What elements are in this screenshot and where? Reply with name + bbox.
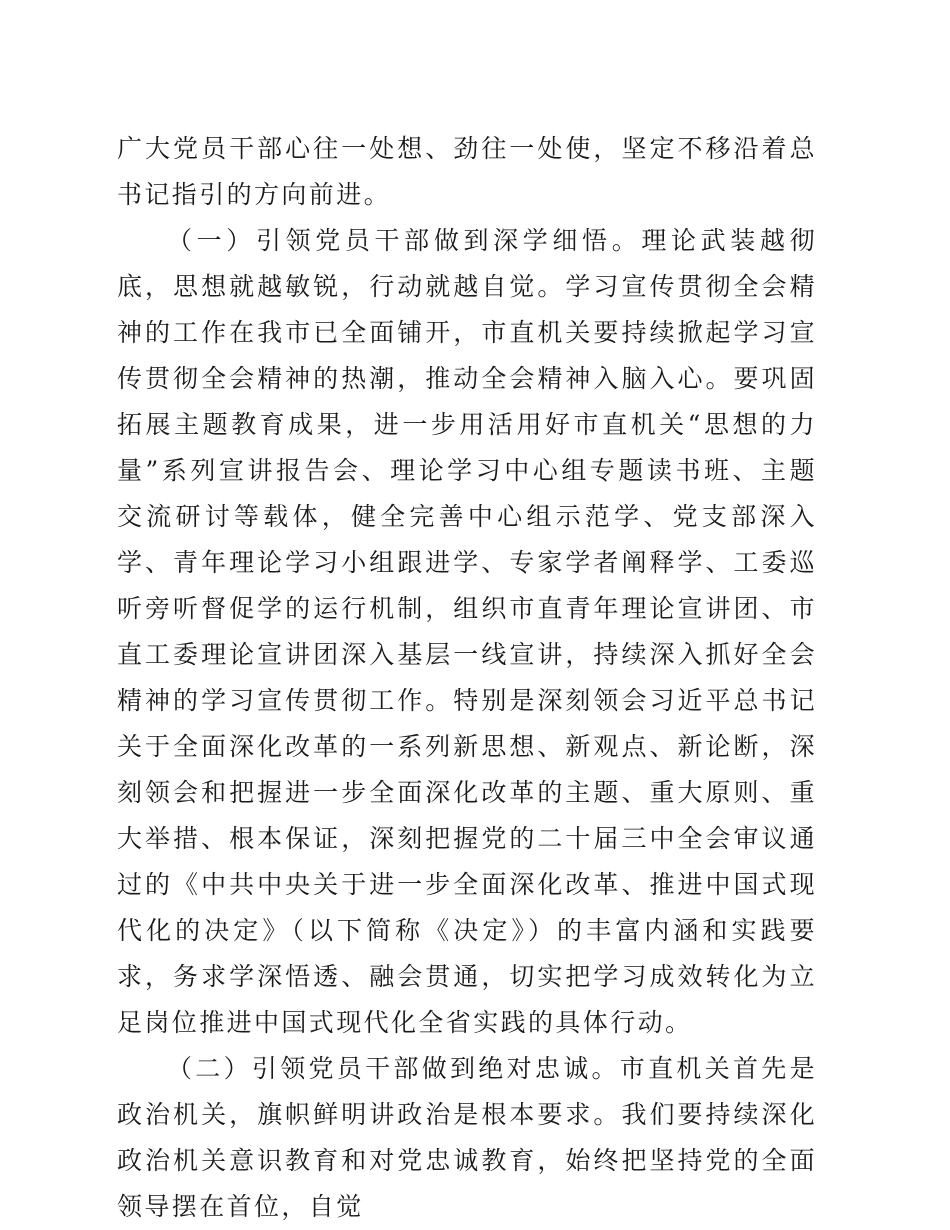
paragraph-section-two: （二）引领党员干部做到绝对忠诚。市直机关首先是政治机关，旗帜鲜明讲政治是根本要求。我们要持续深化政治机关意识教育和对党忠诚教育，始终把坚持党的全面领导摆在首位，自觉: [117, 1054, 817, 1221]
paragraph-section-one: （一）引领党员干部做到深学细悟。理论武装越彻底，思想就越敏锐，行动就越自觉。学习宣传贯彻全会精神的工作在我市已全面铺开，市直机关要持续掀起学习宣传贯彻全会精神的热潮，推动全会精神入脑入心。要巩固拓展主题教育成果，进一步用活用好市直机关“思想的力量”系列宣讲报告会、理论学习中心组专题读书班、主题交流研讨等载体，健全完善中心组示范学、党支部深入学、青年理论学习小组跟进学、专家学者阐释学、工委巡听旁听督促学的运行机制，组织市直青年理论宣讲团、市直工委理论宣讲团深入基层一线宣讲，持续深入抓好全会精神的学习宣传贯彻工作。特别是深刻领会习近平总书记关于全面深化改革的一系列新思想、新观点、新论断，深刻领会和把握进一步全面深化改革的主题、重大原则、重大举措、根本保证，深刻把握党的二十届三中全会审议通过的《中共中央关于进一步全面深化改革、推进中国式现代化的决定》（以下简称《决定》）的丰富内涵和实践要求，务求学深悟透、融会贯通，切实把学习成效转化为立足岗位推进中国式现代化全省实践的具体行动。: [117, 226, 817, 1037]
document-body: [117, 126, 817, 1230]
paragraph-continuation: 广大党员干部心往一处想、劲往一处使，坚定不移沿着总书记指引的方向前进。: [117, 134, 817, 209]
